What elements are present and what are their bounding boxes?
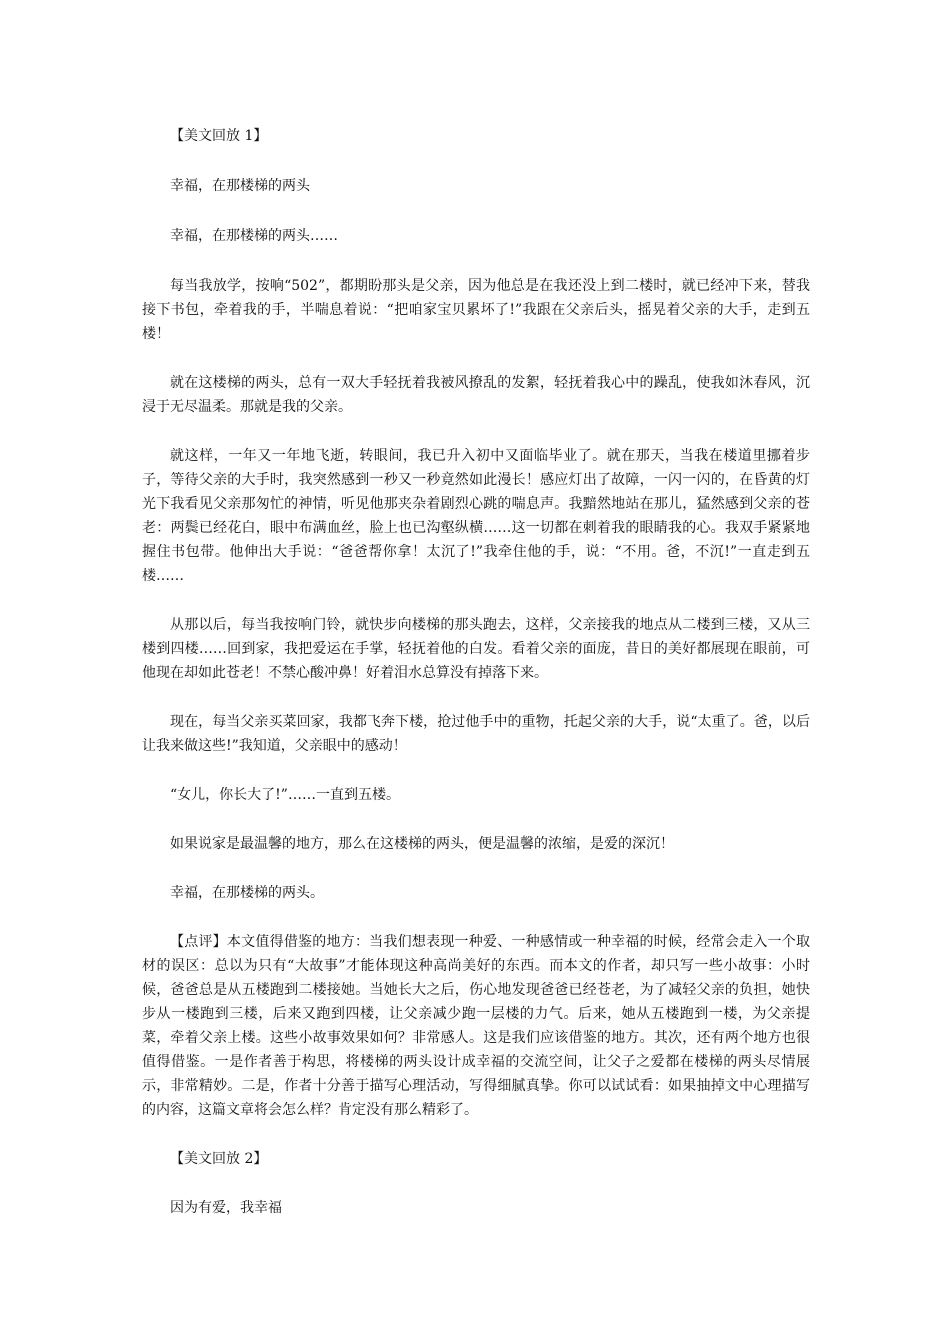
- body-paragraph: 如果说家是最温馨的地方，那么在这楼梯的两头，便是温馨的浓缩，是爱的深沉！: [170, 836, 674, 852]
- closing-line: 幸福，在那楼梯的两头。: [170, 885, 324, 901]
- document-page: [142, 124, 810, 1220]
- section-heading-1: 【美文回放 1】: [170, 128, 268, 144]
- article-title: 因为有爱，我幸福: [170, 1200, 282, 1216]
- article-title: 幸福，在那楼梯的两头: [170, 178, 310, 194]
- body-paragraph: 现在，每当父亲买菜回家，我都飞奔下楼，抢过他手中的重物，托起父亲的大手，说“太重了。爸，以后让我来做这些!”我知道，父亲眼中的感动！: [142, 714, 810, 754]
- body-paragraph: 就这样，一年又一年地飞逝，转眼间，我已升入初中又面临毕业了。就在那天，当我在楼道里挪着步子，等待父亲的大手时，我突然感到一秒又一秒竟然如此漫长！感应灯出了故障，一闪一闪的，在昏黄的灯光下我看见父亲那匆忙的神情，听见他那夹杂着剧烈心跳的喘息声。我黯然地站在那儿，猛然感到父亲的苍老：两鬓已经花白，眼中布满血丝，脸上也已沟壑纵横……这一切都在刺着我的眼睛我的心。我双手紧紧地握住书包带。他伸出大手说：“爸爸帮你拿！太沉了!”我牵住他的手，说：“不用。爸，不沉!”一直走到五楼……: [142, 448, 810, 584]
- body-paragraph: 就在这楼梯的两头，总有一双大手轻抚着我被风撩乱的发絮，轻抚着我心中的躁乱，使我如沐春风，沉浸于无尽温柔。那就是我的父亲。: [142, 375, 810, 415]
- body-paragraph: “女儿，你长大了!”……一直到五楼。: [170, 787, 400, 803]
- body-paragraph: 每当我放学，按响“502”，都期盼那头是父亲，因为他总是在我还没上到二楼时，就已经冲下来，替我接下书包，牵着我的手，半喘息着说：“把咱家宝贝累坏了!”我跟在父亲后头，摇晃着父亲的大手，走到五楼！: [142, 278, 810, 342]
- opening-line: 幸福，在那楼梯的两头……: [170, 228, 338, 244]
- section-heading-2: 【美文回放 2】: [170, 1151, 268, 1167]
- commentary-paragraph: 【点评】本文值得借鉴的地方：当我们想表现一种爱、一种感情或一种幸福的时候，经常会走入一个取材的误区：总以为只有“大故事”才能体现这种高尚美好的东西。而本文的作者，却只写一些小故事：小时候，爸爸总是从五楼跑到二楼接她。当她长大之后，伤心地发现爸爸已经苍老，为了减轻父亲的负担，她快步从一楼跑到三楼，后来又跑到四楼，让父亲减少跑一层楼的力气。后来，她从五楼跑到一楼，为父亲提菜，牵着父亲上楼。这些小故事效果如何？非常感人。这是我们应该借鉴的地方。其次，还有两个地方也很值得借鉴。一是作者善于构思，将楼梯的两头设计成幸福的交流空间，让父子之爱都在楼梯的两头尽情展示，非常精妙。二是，作者十分善于描写心理活动，写得细腻真挚。你可以试试看：如果抽掉文中心理描写的内容，这篇文章将会怎么样？肯定没有那么精彩了。: [142, 934, 810, 1118]
- body-paragraph: 从那以后，每当我按响门铃，就快步向楼梯的那头跑去，这样，父亲接我的地点从二楼到三楼，又从三楼到四楼……回到家，我把爱运在手掌，轻抚着他的白发。看着父亲的面庞，昔日的美好都展现在眼前，可他现在却如此苍老！不禁心酸冲鼻！好着泪水总算没有掉落下来。: [142, 617, 810, 681]
